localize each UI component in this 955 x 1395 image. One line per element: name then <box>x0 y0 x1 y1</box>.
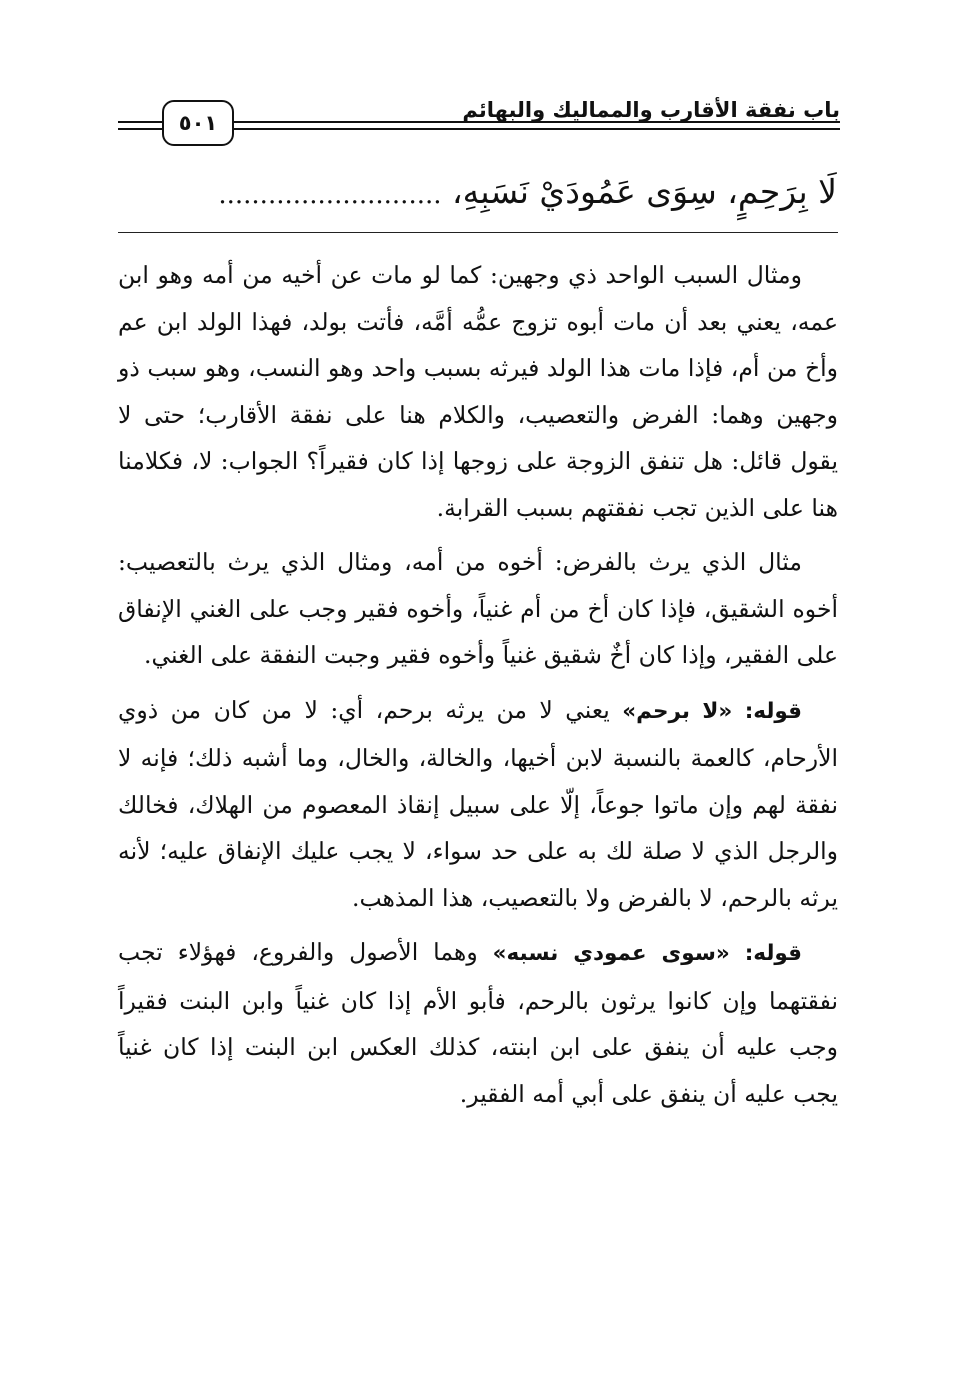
paragraph-2-text: مثال الذي يرث بالفرض: أخوه من أمه، ومثال الذي يرث بالتعصيب: أخوه الشقيق، فإذا كان أخ من أم غنياً، وأخوه فقير وجب على الغني الإنفاق على الفقير، وإذا كان أخٌ شقيق غنياً وأخوه فقير وجبت النفقة على الغني. <box>118 548 838 669</box>
paragraph-3-text: يعني لا من يرثه برحم، أي: لا من كان من ذوي الأرحام، كالعمة بالنسبة لابن أخيها، والخالة، والخال، وما أشبه ذلك؛ فإنه لا نفقة لهم وإن ماتوا جوعاً، إلّا على سبيل إنقاذ المعصوم من الهلاك، فخالك والرجل الذي لا صلة لك به على حد سواء، لا يجب عليك الإنفاق عليه؛ لأنه يرثه بالرحم، لا بالفرض ولا بالتعصيب، هذا المذهب. <box>118 695 838 912</box>
paragraph-4-text: وهما الأصول والفروع، فهؤلاء تجب نفقتهما وإن كانوا يرثون بالرحم، فأبو الأم إذا كان غنياً وابن البنت فقيراً وجب عليه أن ينفق على ابن ابنته، كذلك العكس ابن البنت إذا كان غنياً يجب عليه أن ينفق على أبي أمه الفقير. <box>118 938 838 1108</box>
paragraph-4-quote: «سوى عمودي نسبه» <box>492 941 730 966</box>
paragraph-3 <box>118 687 838 922</box>
paragraph-4-lead: قوله: <box>744 941 802 966</box>
header-rule-bottom <box>230 128 840 130</box>
matn-separator <box>118 232 838 233</box>
commentary <box>118 252 838 1125</box>
chapter-title: باب نفقة الأقارب والمماليك والبهائم <box>462 98 840 122</box>
matn-line <box>117 168 837 219</box>
paragraph-4 <box>118 929 838 1117</box>
paragraph-2 <box>118 539 838 679</box>
paragraph-1-text: ومثال السبب الواحد ذي وجهين: كما لو مات عن أخيه من أمه وهو ابن عمه، يعني بعد أن مات أبوه تزوج عمُّه أمَّه، فأتت بولد، فهذا الولد ابن عم وأخ من أم، فإذا مات هذا الولد فيرثه بسبب واحد وهو النسب، وهو سبب ذو وجهين وهما: الفرض والتعصيب، والكلام هنا على نفقة الأقارب؛ حتى لا يقول قائل: هل تنفق الزوجة على زوجها إذا كان فقيراً؟ الجواب: لا، فكلامنا هنا على الذين تجب نفقتهم بسبب القرابة. <box>118 261 838 522</box>
paragraph-3-quote: «لا برحم» <box>622 698 733 724</box>
page-header <box>118 96 840 156</box>
page-number: ٥٠١ <box>162 100 234 146</box>
paragraph-1 <box>118 252 838 531</box>
header-rule-left-bottom <box>118 128 164 130</box>
matn-text: لَا بِرَحِمٍ، سِوَى عَمُودَيْ نَسَبِهِ، <box>452 172 837 211</box>
header-rule-left-top <box>118 121 164 123</box>
matn-dots: ........................... <box>218 180 442 210</box>
paragraph-3-lead: قوله: <box>744 698 802 724</box>
